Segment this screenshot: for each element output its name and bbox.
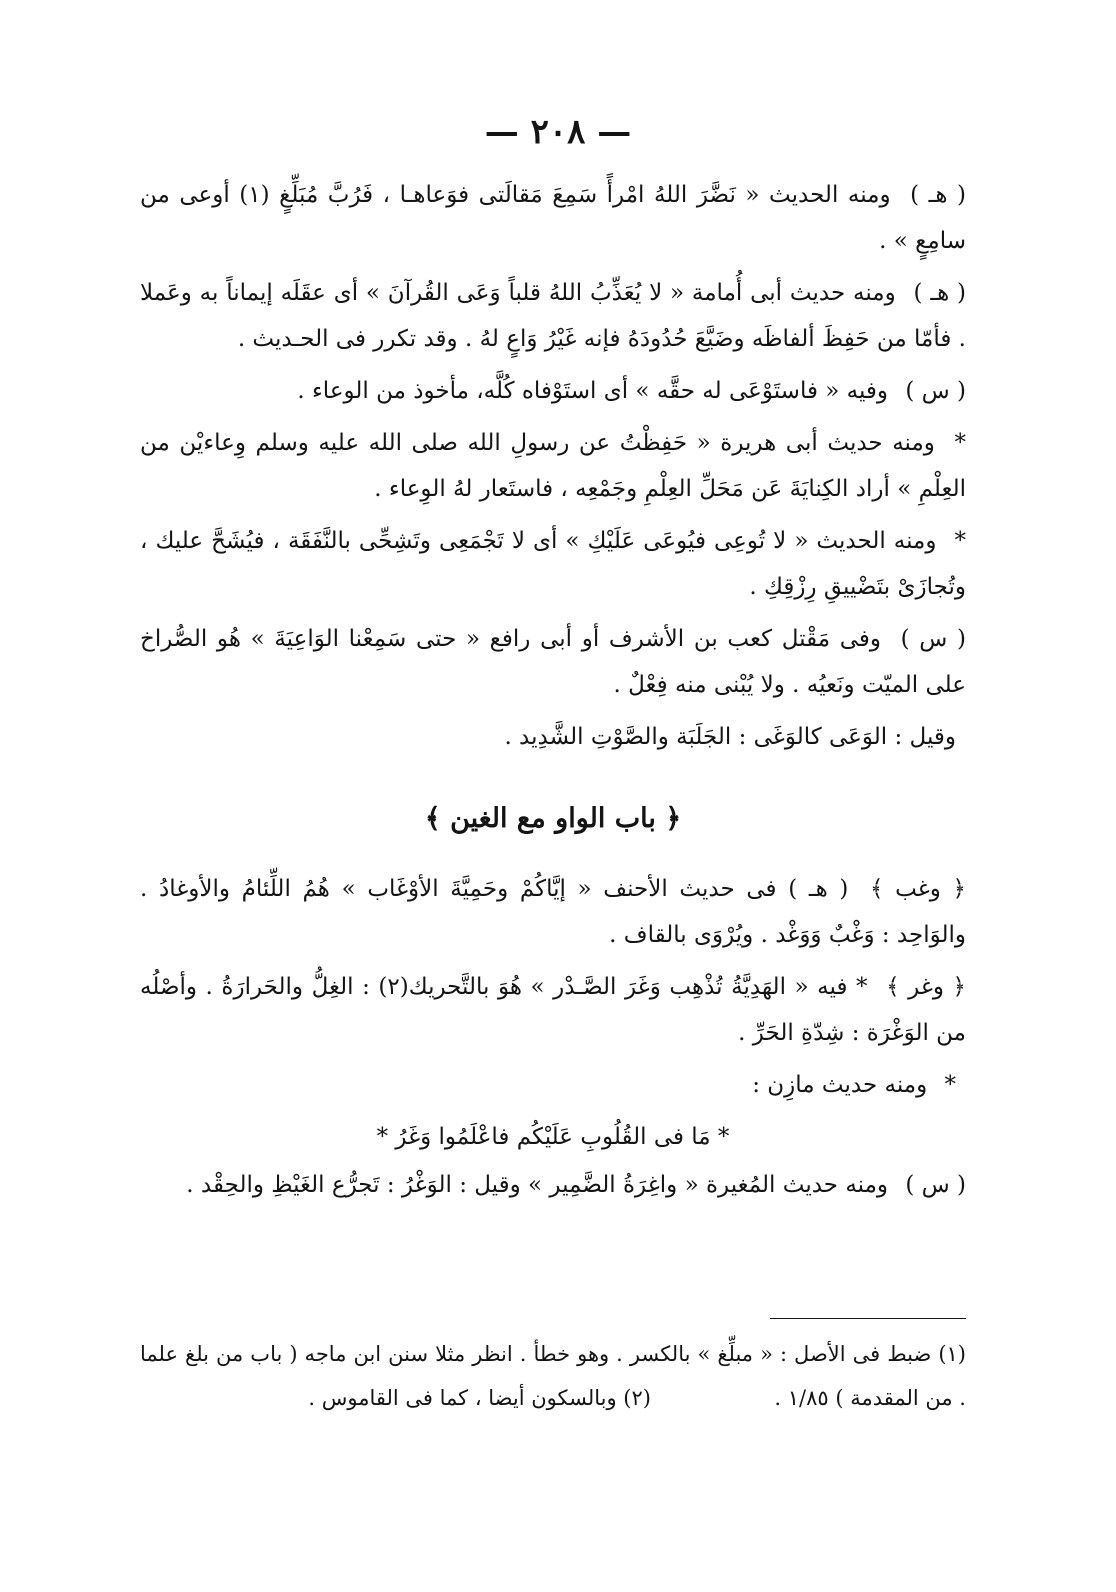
entry <box>140 1162 966 1208</box>
paragraph <box>140 172 966 264</box>
verse-line: * مَا فى القُلُوبِ عَلَيْكُم فاعْلَمُوا وَغَرُ * <box>376 1124 730 1150</box>
footnote-block <box>140 1332 966 1420</box>
entry-root-word: ﴿ وغب ﴾ <box>870 876 966 902</box>
entry-text: ومنه حديث مازِن : <box>752 1072 928 1098</box>
entry <box>140 866 966 958</box>
paragraph-text: ومنه الحديث « لا تُوعِى فيُوعَى عَلَيْكِ » أى لا تَجْمَعِى وتَشِحِّى بالنَّفَقَة ، فيُشَحَّ عليك ، وتُجازَىْ بتَضْييقِ رِزْقِكِ . <box>140 528 966 600</box>
footnote-1: (١) ضبط فى الأصل : « مبلِّغ » بالكسر . وهو خطأ . انظر مثلا سنن ابن ماجه ( باب من بلغ علما . من المقدمة ) ١/٨٥ . <box>140 1342 966 1410</box>
footnotes <box>140 1332 966 1420</box>
section-heading: ﴿ باب الواو مع الغين ﴾ <box>424 803 682 834</box>
paragraph-marker: ( س ) <box>900 626 966 652</box>
paragraph-marker: ( هـ ) <box>910 182 967 208</box>
paragraph-text: وقيل : الوَعَى كالوَغَى : الجَلَبَة والصَّوْتِ الشَّدِيد . <box>504 724 956 750</box>
entry-text: ومنه حديث المُغيرة « واغِرَةُ الضَّمِير » وقيل : الوَغْرُ : تَجرُّع الغَيْظِ والحِقْد . <box>186 1172 889 1198</box>
paragraph-text: ومنه الحديث « نَضَّرَ اللهُ امْرأً سَمِعَ مَقالَتى فوَعاهـا ، فَرُبَّ مُبَلِّغٍ (١) أوعى من سامِعٍ » . <box>140 182 966 254</box>
entry-marker: ( س ) <box>905 1172 966 1198</box>
footnote-2: (٢) وبالسكون أيضا ، كما فى القاموس . <box>308 1386 651 1410</box>
paragraph-text: وفى مَقْتل كعب بن الأشرف أو أبى رافع « حتى سَمِعْنا الوَاعِيَةَ » هُو الصُّراخ على الميّت ونَعيُه . ولا يُبْنى منه فِعْلٌ . <box>140 626 966 698</box>
paragraph <box>140 420 966 512</box>
entry-root-word: ﴿ وغر ﴾ <box>886 974 967 1000</box>
paragraph-marker: * <box>954 430 967 456</box>
paragraph-marker: ( هـ ) <box>913 280 966 306</box>
entry-marker: * <box>944 1072 956 1098</box>
footnote-divider <box>770 1318 966 1319</box>
entry <box>140 1062 966 1108</box>
paragraph <box>140 714 966 760</box>
entry <box>140 964 966 1056</box>
paragraph-marker: * <box>954 528 967 554</box>
paragraph-text: وفيه « فاستَوْعَى له حقَّه » أى استَوْفاه كُلَّه، مأخوذ من الوعاء . <box>297 378 889 404</box>
main-text <box>140 172 966 1214</box>
paragraph <box>140 616 966 708</box>
paragraph <box>140 270 966 362</box>
paragraph <box>140 518 966 610</box>
paragraph-marker: ( س ) <box>905 378 966 404</box>
paragraph-text: ومنه حديث أبى هريرة « حَفِظْتُ عن رسولِ الله صلى الله عليه وسلم وِعاءيْن من العِلْمِ » أراد الكِنايَةَ عَن مَحَلِّ العِلْمِ وجَمْعِه ، فاستَعار لهُ الوِعاء . <box>140 430 966 502</box>
paragraph <box>140 368 966 414</box>
entry-text: ( هـ ) فى حديث الأحنف « إيَّاكُمْ وحَمِيَّةَ الأوْغَاب » هُمُ اللِّئامُ والأوغادُ . والوَاحِد : وَغْبٌ وَوَغْد . ويُرْوَى بالقاف . <box>140 876 966 948</box>
page-number: — ٢٠٨ — <box>484 112 632 152</box>
paragraph-text: ومنه حديث أبى أُمامة « لا يُعَذِّبُ اللهُ قلباً وَعَى القُرآنَ » أى عقَلَه إيماناً به وعَملا . فأمّا من حَفِظَ ألفاظَه وضَيَّعَ حُدُودَهُ فإنه غَيْرُ وَاعٍ لهُ . وقد تكرر فى الحـديث . <box>140 280 966 352</box>
entry-text: * فيه « الهَدِيَّةُ تُذْهِب وَغَرَ الصَّـدْر » هُوَ بالتَّحريك(٢) : الغِلُّ والحَرارَةُ . وأصْلُه من الوَغْرَة : شِدّةِ الحَرِّ . <box>140 974 966 1046</box>
